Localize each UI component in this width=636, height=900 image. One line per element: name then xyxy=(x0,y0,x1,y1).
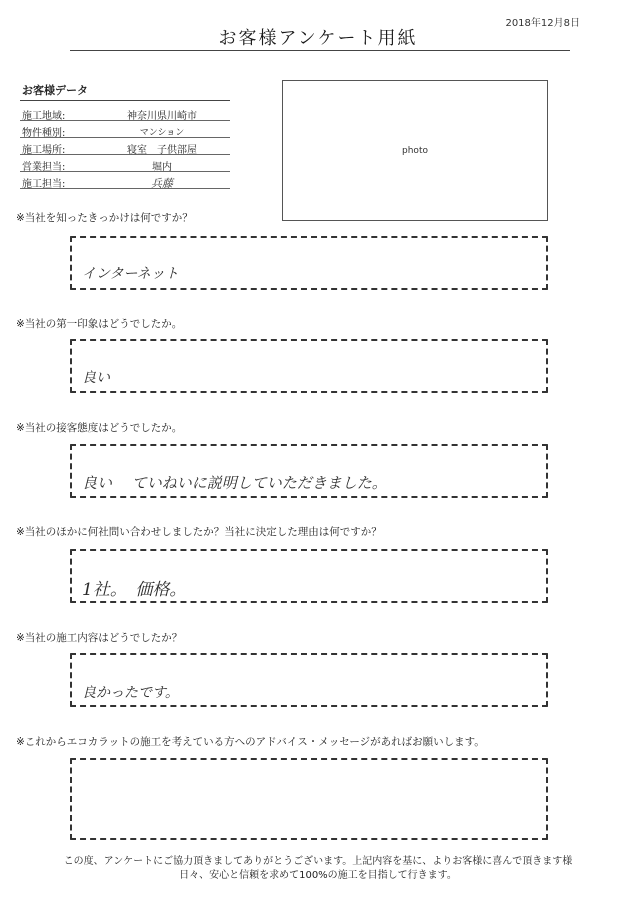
row-label: 施工場所: xyxy=(22,145,66,156)
row-label: 営業担当: xyxy=(22,162,66,173)
row-label: 施工担当: xyxy=(22,179,66,190)
customer-row-area xyxy=(20,106,230,121)
row-divider xyxy=(20,171,230,172)
page-title: お客様アンケート用紙 xyxy=(218,28,418,49)
customer-row-sales-rep xyxy=(20,157,230,172)
customer-data-heading: お客様データ xyxy=(22,84,88,97)
row-divider xyxy=(20,154,230,155)
row-value: 兵藤 xyxy=(151,177,173,190)
row-divider xyxy=(20,120,230,121)
answer-box-2 xyxy=(70,339,548,393)
customer-row-installer xyxy=(20,174,230,189)
question-2: ※当社の第一印象はどうでしたか。 xyxy=(16,318,183,330)
survey-date: 2018年12月8日 xyxy=(505,18,580,29)
row-divider xyxy=(20,188,230,189)
question-6: ※これからエコカラットの施工を考えている方へのアドバイス・メッセージがあればお願いします。 xyxy=(16,736,485,748)
answer-text: 良い xyxy=(82,370,110,386)
answer-box-4 xyxy=(70,549,548,603)
answer-text: 良かったです。 xyxy=(82,685,179,701)
row-label: 施工地域: xyxy=(22,111,66,122)
answer-text: インターネット xyxy=(82,266,179,282)
customer-data-rule xyxy=(20,100,230,101)
question-3: ※当社の接客態度はどうでしたか。 xyxy=(16,422,183,434)
answer-box-5 xyxy=(70,653,548,707)
title-underline xyxy=(70,50,570,51)
answer-box-1 xyxy=(70,236,548,290)
row-value: 堀内 xyxy=(152,162,172,173)
customer-row-location xyxy=(20,140,230,155)
photo-label: photo xyxy=(402,146,428,156)
question-1: ※当社を知ったきっかけは何ですか？ xyxy=(16,212,193,224)
row-value: 神奈川県川崎市 xyxy=(127,111,197,122)
question-4: ※当社のほかに何社問い合わせしましたか？当社に決定した理由は何ですか？ xyxy=(16,526,382,538)
row-divider xyxy=(20,137,230,138)
answer-text: 1社。 価格。 xyxy=(82,580,187,600)
footer-line-2: 日々、安心と信頼を求めて100%の施工を目指して行きます。 xyxy=(179,870,457,881)
footer-line-1: この度、アンケートにご協力頂きましてありがとうございます。上記内容を基に、よりお客様に喜んで頂きます様 xyxy=(63,856,573,867)
row-value: 寝室 子供部屋 xyxy=(127,145,197,156)
answer-box-3 xyxy=(70,444,548,498)
question-5: ※当社の施工内容はどうでしたか？ xyxy=(16,632,183,644)
answer-text: 良い ていねいに説明していただきました。 xyxy=(82,474,387,492)
answer-box-6 xyxy=(70,758,548,840)
customer-row-property-type xyxy=(20,123,230,138)
row-label: 物件種別: xyxy=(22,128,66,139)
row-value: マンション xyxy=(139,128,185,138)
